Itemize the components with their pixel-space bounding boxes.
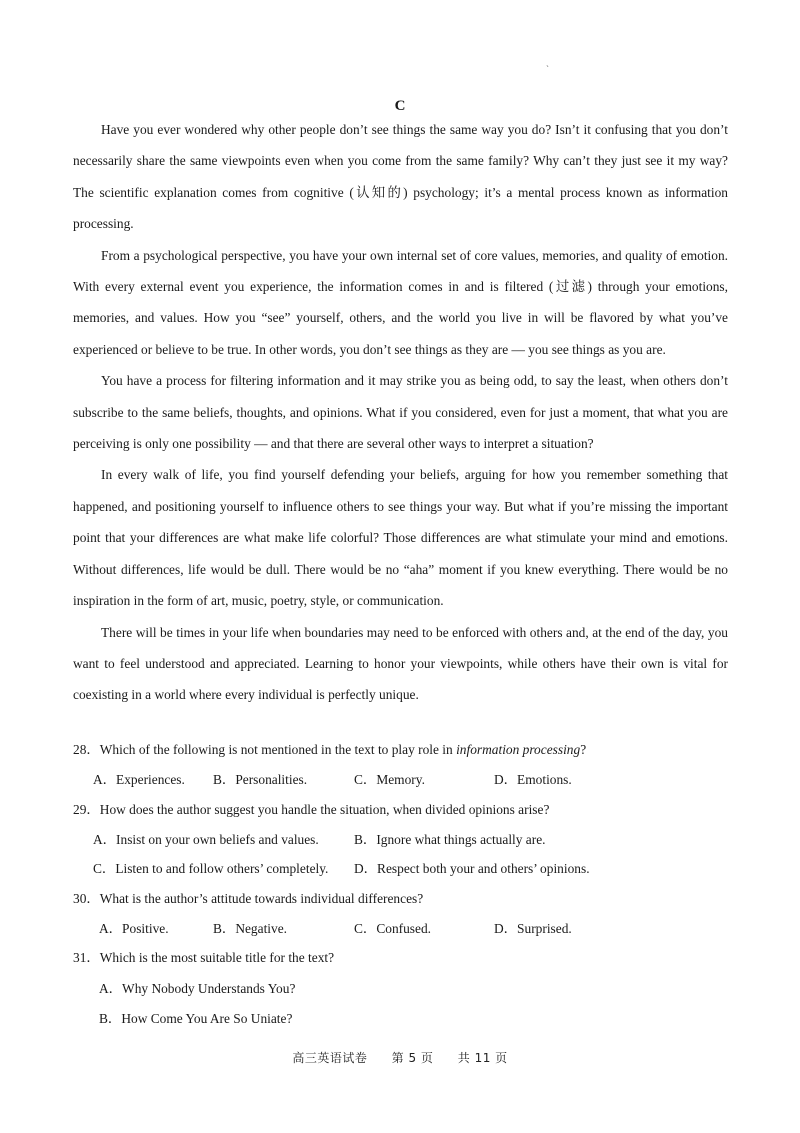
reading-passage xyxy=(73,114,728,711)
q30-option-d[interactable]: D．Surprised. xyxy=(494,921,572,936)
question-29-stem: 29．How does the author suggest you handle the situation, when divided opinions arise? xyxy=(73,802,550,817)
question-30-stem: 30．What is the author’s attitude towards individual differences? xyxy=(73,891,424,906)
paragraph-1: Have you ever wondered why other people don’t see things the same way you do? Isn’t it confusing that you don’t necessarily share the same viewpoints even when you come from the same family? Why can’t they just see it my way? The scientific explanation comes from cognitive (认知的) psychology; it’s a mental process known as information processing. xyxy=(73,122,728,232)
footer-total-pages: 共 11 页 xyxy=(457,1051,508,1065)
question-28-text: 28．Which of the following is not mentioned in the text to play role in xyxy=(73,742,457,757)
q31-option-a[interactable]: A．Why Nobody Understands You? xyxy=(99,981,296,996)
section-heading: C xyxy=(394,98,406,114)
q28-option-a[interactable]: A．Experiences. xyxy=(93,772,185,787)
paragraph-4: In every walk of life, you find yourself defending your beliefs, arguing for how you remember something that happened, and positioning yourself to influence others to see things your way. But what if you’re missing the important point that your differences are what make life colorful? Those differences are what stimulate your mind and emotions. Without differences, life would be dull. There would be no “aha” moment if you knew everything. There would be no inspiration in the form of art, music, poetry, style, or communication. xyxy=(73,467,728,609)
question-31-stem: 31．Which is the most suitable title for the text? xyxy=(73,950,335,965)
q29-option-d[interactable]: D．Respect both your and others’ opinions. xyxy=(354,861,590,876)
q28-option-b[interactable]: B．Personalities. xyxy=(213,772,308,787)
question-28-stem xyxy=(73,741,586,759)
footer-exam-title: 高三英语试卷 xyxy=(292,1051,368,1065)
q28-option-c[interactable]: C．Memory. xyxy=(354,772,425,787)
q30-option-c[interactable]: C．Confused. xyxy=(354,921,431,936)
q29-option-a[interactable]: A．Insist on your own beliefs and values. xyxy=(93,832,319,847)
q31-option-b[interactable]: B．How Come You Are So Uniate? xyxy=(99,1011,293,1026)
question-28-term: information processing xyxy=(456,742,581,757)
scan-mark: ` xyxy=(546,64,549,74)
paragraph-2: From a psychological perspective, you have your own internal set of core values, memories, and quality of emotion. With every external event you experience, the information comes in and is filtered (过滤) through your emotions, memories, and values. How you “see” yourself, others, and the world you live in will be flavored by what you’ve experienced or believe to be true. In other words, you don’t see things as they are — you see things as you are. xyxy=(73,247,728,357)
page-footer xyxy=(0,1049,800,1066)
paragraph-5: There will be times in your life when boundaries may need to be enforced with others and, at the end of the day, you want to feel understood and appreciated. Learning to honor your viewpoints, while others have their own is vital for coexisting in a world where every individual is perfectly unique. xyxy=(73,624,728,703)
q28-option-d[interactable]: D．Emotions. xyxy=(494,772,572,787)
q30-option-b[interactable]: B．Negative. xyxy=(213,921,288,936)
q30-option-a[interactable]: A．Positive. xyxy=(99,921,169,936)
q29-option-b[interactable]: B．Ignore what things actually are. xyxy=(354,832,546,847)
footer-page-number: 第 5 页 xyxy=(391,1051,434,1065)
question-28-end: ? xyxy=(580,742,587,757)
q29-option-c[interactable]: C．Listen to and follow others’ completely. xyxy=(93,861,329,876)
paragraph-3: You have a process for filtering information and it may strike you as being odd, to say the least, when others don’t subscribe to the same beliefs, thoughts, and opinions. What if you considered, even for just a moment, that what you are perceiving is only one possibility — and that there are several other ways to interpret a situation? xyxy=(73,373,728,452)
